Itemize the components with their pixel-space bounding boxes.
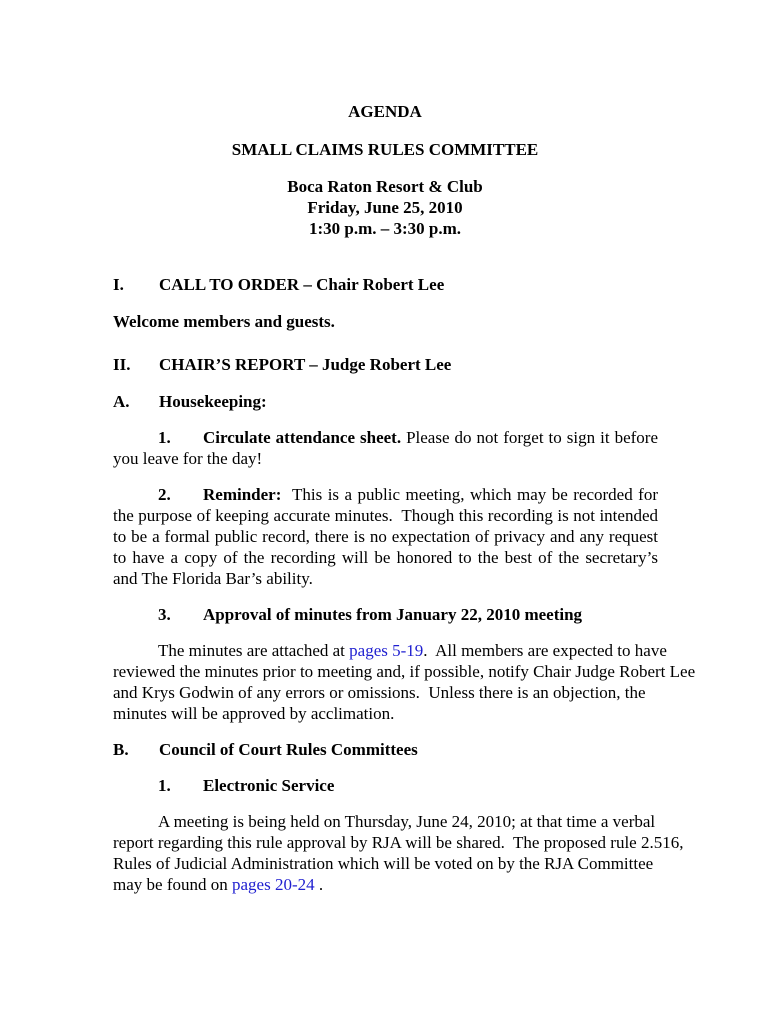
subsection-b-letter: B. [113,740,129,759]
section-2-title: CHAIR’S REPORT – Judge Robert Lee [159,355,452,374]
pages-5-19-link[interactable]: pages 5-19 [349,641,424,660]
meeting-location: Boca Raton Resort & Club [287,177,483,196]
meeting-date: Friday, June 25, 2010 [307,198,463,217]
section-1-heading [113,274,444,295]
item-2-number: 2. [158,485,171,504]
housekeeping-item-2 [113,484,663,589]
item-3-title: Approval of minutes from January 22, 2010 meeting [203,605,583,624]
section-1-title: CALL TO ORDER – Chair Robert Lee [159,275,445,294]
subsection-a-title: Housekeeping: [159,392,267,411]
subsection-a-heading [113,391,267,412]
subsection-b-heading [113,739,418,760]
section-1-number: I. [113,275,124,294]
minutes-text-after: . All members are expected to have reviewed the minutes prior to meeting and, if possible, notify Chair Judge Robert Lee and Krys Godwin of any errors or omissions. Unless there is an objection, the minutes will be approved by acclimation. [113,641,700,723]
item-3-number: 3. [158,605,171,624]
section-2-number: II. [113,355,131,374]
item-2-title: Reminder: [203,485,282,504]
minutes-paragraph [113,640,703,724]
minutes-text-before: The minutes are attached at [158,641,350,660]
item-1-number: 1. [158,428,171,447]
agenda-title: AGENDA [348,102,422,121]
electronic-service-paragraph [113,811,688,895]
item-2-text: This is a public meeting, which may be recorded for the purpose of keeping accurate minutes. Though this recording is not intended to be a formal public record, there is no expectation of privacy and any request to have a copy of the recording will be honored to the best of the secretary’s and The Florida Bar’s ability. [113,485,663,588]
housekeeping-item-3-heading [113,604,582,625]
committee-name: SMALL CLAIMS RULES COMMITTEE [231,140,539,159]
section-2-heading [113,354,451,375]
subsection-a-letter: A. [113,392,130,411]
pages-20-24-link[interactable]: pages 20-24 [231,875,315,894]
council-item-1-title: Electronic Service [203,776,335,795]
subsection-b-title: Council of Court Rules Committees [159,740,418,759]
electronic-service-text: A meeting is being held on Thursday, June 24, 2010; at that time a verbal report regarding this rule approval by RJA will be shared. The proposed rule 2.516, Rules of Judicial Administration which will be voted on by the RJA Committee may be found on [113,812,688,894]
council-item-1-number: 1. [158,776,171,795]
meeting-time: 1:30 p.m. – 3:30 p.m. [308,219,462,238]
council-item-1-heading [113,775,334,796]
electronic-service-text-after: . [314,875,324,894]
housekeeping-item-1 [113,427,658,469]
item-1-text: Please do not forget to sign it before you leave for the day! [113,428,658,468]
item-1-title: Circulate attendance sheet. [203,428,402,447]
welcome-line: Welcome members and guests. [113,312,335,331]
